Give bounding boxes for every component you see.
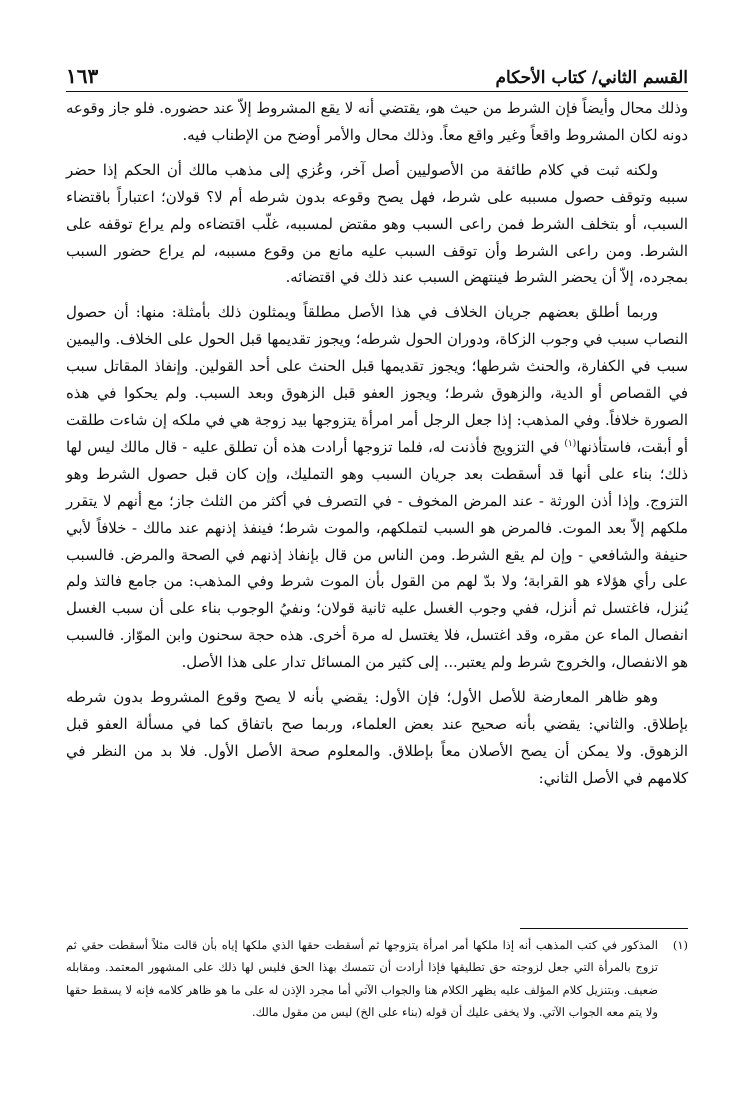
paragraph: ولكنه ثبت في كلام طائفة من الأصوليين أصل آخر، وعُزي إلى مذهب مالك أن الحكم إذا حضر سببه وتوقف حصول مسببه على شرط، فهل يصح وقوعه بدون شرطه أم لا؟ قولان؛ اعتباراً باقتضاء السبب، أو بتخلف الشرط فمن راعى السبب وهو مقتض لمسببه، غلّب اقتضاءه ولم يراع توقفه على الشرط. ومن راعى الشرط وأن توقف السبب عليه مانع من وقوع مسببه، لم يراع حضور السبب بمجرده، إلاّ أن يحضر الشرط فينتهض السبب عند ذلك في اقتضائه.	[66, 161, 688, 287]
paragraph-part: في التزويج فأذنت له، فلما تزوجها أرادت هذه أن تطلق عليه - قال مالك ليس لها ذلك؛ بناء على أنها قد أسقطت بعد جريان السبب وهو التمليك، وإن كان قبل حصول الشرط وهو التزوج. وإذا أذن الورثة - عند المرض المخوف - في التصرف في أكثر من الثلث جاز؛ مع أنهم لا يتقرر ملكهم إلاّ بعد الموت. فالمرض هو السبب لتملكهم، والموت شرط؛ فينفذ إذنهم عند مالك - خلافاً لأبي حنيفة والشافعي - وإن لم يقع الشرط. ومن الناس من قال بإنفاذ إذنهم في الصحة والمرض. فالسبب على رأي هؤلاء هو القرابة؛ ولا بدّ لهم من القول بأن الموت شرط وفي المذهب: من جامع فالتذ ولم يُنزل، فاغتسل ثم أنزل، ففي وجوب الغسل عليه ثانية قولان؛ ونفيُ الوجوب بناء على أن سبب الغسل انفصال الماء عن مقره، وقد اغتسل، فلا يغتسل له مرة أخرى. هذه حجة سحنون وابن الموّاز. فالسبب هو الانفصال، والخروج شرط ولم يعتبر... إلى كثير من المسائل تدار على هذا الأصل.	[66, 438, 688, 672]
page-header	[66, 58, 688, 92]
running-title: القسم الثاني/ كتاب الأحكام	[495, 68, 688, 88]
footnote-text: المذكور في كتب المذهب أنه إذا ملكها أمر امرأة يتزوجها ثم أسقطت حقها الذي ملكها إياه بأن قالت مثلاً أسقطت حقي ثم تزوج بالمرأة التي جعل لزوجته حق تطليقها فإذا أرادت أن تتمسك بهذا الحق فليس لها ذلك على المشهور المعتمد. ومقابله ضعيف. وبتنزيل كلام المؤلف عليه يظهر الكلام هنا والجواب الآتي أما مجرد الإذن له على ما هو ظاهر كلامه فإنه لا يسقط حقها ولا يتم معه الجواب الآتي. ولا يخفى عليك أن قوله (بناء على الخ) ليس من مقول مالك.	[66, 938, 658, 1020]
footnote-marker: (١)	[672, 938, 688, 952]
main-text	[66, 96, 688, 793]
paragraph: وهو ظاهر المعارضة للأصل الأول؛ فإن الأول: يقضي بأنه لا يصح وقوع المشروط بدون شرطه بإطلاق. والثاني: يقضي بأنه صحيح عند بعض العلماء، وربما صح باتفاق كما في مسألة العفو قبل الزهوق. ولا يمكن أن يصح الأصلان معاً بإطلاق. والمعلوم صحة الأصل الأول. فلا بد من النظر في كلامهم في الأصل الثاني:	[66, 689, 688, 787]
paragraph-part: وربما أطلق بعضهم جريان الخلاف في هذا الأصل مطلقاً ويمثلون ذلك بأمثلة: منها: أن حصول النصاب سبب في وجوب الزكاة، ودوران الحول شرطه؛ ويجوز تقديمها قبل الحول على الخلاف. واليمين سبب في الكفارة، والحنث شرطها؛ ويجوز تقديمها قبل الحنث على أحد القولين. وإنفاذ المقاتل سبب في القصاص أو الدية، والزهوق شرط؛ ويجوز العفو قبل الزهوق وبعد السبب. ولم يحكوا في هذه الصورة خلافاً. وفي المذهب: إذا جعل الرجل أمر امرأة يتزوجها بيد زوجة هي في ملكه إن شاءت طلقت أو أبقت، فاستأذنها	[66, 304, 688, 456]
page-number: ١٦٣	[66, 64, 99, 88]
footnote-reference[interactable]: (١)	[564, 438, 577, 449]
paragraph	[66, 300, 688, 677]
footnote	[66, 934, 688, 1024]
footnote-divider	[520, 928, 688, 929]
paragraph: وذلك محال وأيضاً فإن الشرط من حيث هو، يقتضي أنه لا يقع المشروط إلاّ عند حضوره. فلو جاز وقوعه دونه لكان المشروط واقعاً وغير واقع معاً. وذلك محال والأمر أوضح من الإطناب فيه.	[66, 100, 688, 144]
footnotes	[66, 934, 688, 1024]
